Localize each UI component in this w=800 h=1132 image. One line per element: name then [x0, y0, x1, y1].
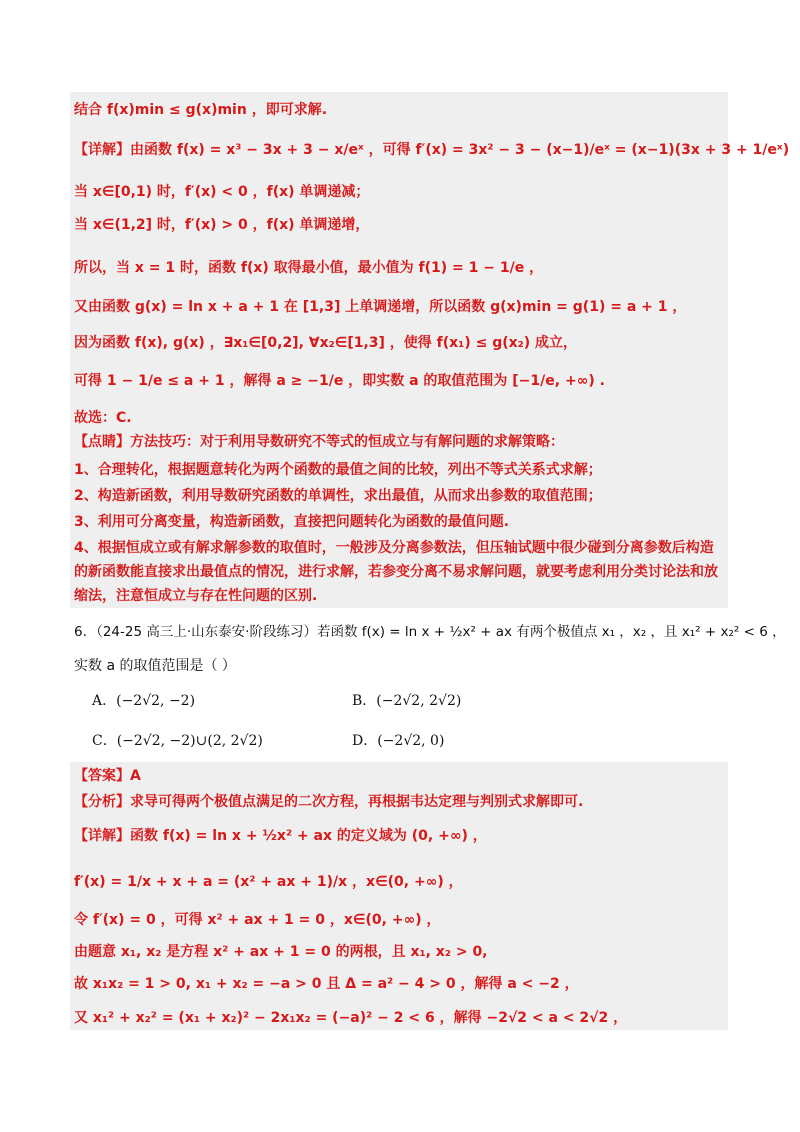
- solution-line-4: 当 x∈(1,2] 时，f′(x) > 0 ，f(x) 单调递增，: [74, 217, 370, 233]
- solution-line-10: [74, 432, 730, 452]
- solution-line-3: 当 x∈[0,1) 时，f′(x) < 0 ，f(x) 单调递减；: [74, 184, 370, 200]
- tip-tag: 【点睛】: [74, 434, 130, 450]
- detail-tag: 【详解】: [74, 142, 130, 158]
- detail2-text: 函数 f(x) = ln x + ½x² + ax 的定义域为 (0, +∞) ，: [130, 828, 487, 844]
- solution-line-7: 因为函数 f(x), g(x) ，∃x₁∈[0,2], ∀x₂∈[1,3] ，使得 f(x₁) ≤ g(x₂) 成立，: [74, 335, 578, 351]
- detail2-line-1: [74, 826, 730, 846]
- question-stem: 6．（24-25 高三上·山东泰安·阶段练习）若函数 f(x) = ln x + ½x² + ax 有两个极值点 x₁ ，x₂ ，且 x₁² + x₂² < 6 ，: [74, 624, 786, 640]
- option-b: B．(−2√2, 2√2): [352, 693, 462, 709]
- detail2-line-5: 故 x₁x₂ = 1 > 0, x₁ + x₂ = −a > 0 且 Δ = a² − 4 > 0 ，解得 a < −2 ，: [74, 976, 579, 992]
- option-c: C．(−2√2, −2)∪(2, 2√2): [92, 733, 263, 749]
- solution-line-8: 可得 1 − 1/e ≤ a + 1 ，解得 a ≥ −1/e ，即实数 a 的取值范围为 [−1/e, +∞) .: [74, 373, 605, 389]
- detail2-tag: 【详解】: [74, 828, 130, 844]
- analysis-text: 求导可得两个极值点满足的二次方程，再根据韦达定理与判别式求解即可.: [130, 794, 584, 810]
- solution-line-11: 1、合理转化，根据题意转化为两个函数的最值之间的比较，列出不等式关系式求解；: [74, 462, 602, 478]
- option-a: A．(−2√2, −2): [92, 693, 196, 709]
- detail2-line-6: 又 x₁² + x₂² = (x₁ + x₂)² − 2x₁x₂ = (−a)² − 2 < 6 ，解得 −2√2 < a < 2√2 ，: [74, 1010, 628, 1026]
- question-prompt: 实数 a 的取值范围是（ ）: [74, 658, 236, 674]
- detail2-line-2: f′(x) = 1/x + x + a = (x² + ax + 1)/x ，x∈(0, +∞) ，: [74, 874, 463, 890]
- solution-line-16: 缩法，注意恒成立与存在性问题的区别.: [74, 588, 318, 604]
- analysis-line: [74, 792, 730, 812]
- detail2-line-3: 令 f′(x) = 0 ，可得 x² + ax + 1 = 0 ，x∈(0, +∞) ，: [74, 912, 441, 928]
- detail2-line-4: 由题意 x₁, x₂ 是方程 x² + ax + 1 = 0 的两根，且 x₁, x₂ > 0,: [74, 944, 488, 960]
- analysis-tag: 【分析】: [74, 794, 130, 810]
- solution-line-5: 所以，当 x = 1 时，函数 f(x) 取得最小值，最小值为 f(1) = 1 − 1/e ，: [74, 260, 544, 276]
- detail-text: 由函数 f(x) = x³ − 3x + 3 − x/eˣ ，可得 f′(x) = 3x² − 3 − (x−1)/eˣ = (x−1)(3x + 3 + 1/eˣ): [130, 142, 790, 158]
- solution-line-14: 4、根据恒成立或有解求解参数的取值时，一般涉及分离参数法，但压轴试题中很少碰到分离参数后构造: [74, 540, 714, 556]
- solution-line-12: 2、构造新函数，利用导数研究函数的单调性，求出最值，从而求出参数的取值范围；: [74, 488, 602, 504]
- solution-line-1: 结合 f(x)min ≤ g(x)min ，即可求解.: [74, 102, 328, 118]
- tip-text: 方法技巧：对于利用导数研究不等式的恒成立与有解问题的求解策略：: [130, 434, 564, 450]
- option-d: D．(−2√2, 0): [352, 733, 445, 749]
- solution-line-13: 3、利用可分离变量，构造新函数，直接把问题转化为函数的最值问题.: [74, 514, 510, 530]
- solution-line-2: [74, 140, 790, 160]
- solution-line-15: 的新函数能直接求出最值点的情况，进行求解，若参变分离不易求解问题，就要考虑利用分类讨论法和放: [74, 564, 718, 580]
- solution-line-6: 又由函数 g(x) = ln x + a + 1 在 [1,3] 上单调递增，所以函数 g(x)min = g(1) = a + 1 ，: [74, 299, 687, 315]
- solution-line-9: 故选：C.: [74, 410, 132, 426]
- answer-line: 【答案】A: [74, 768, 141, 784]
